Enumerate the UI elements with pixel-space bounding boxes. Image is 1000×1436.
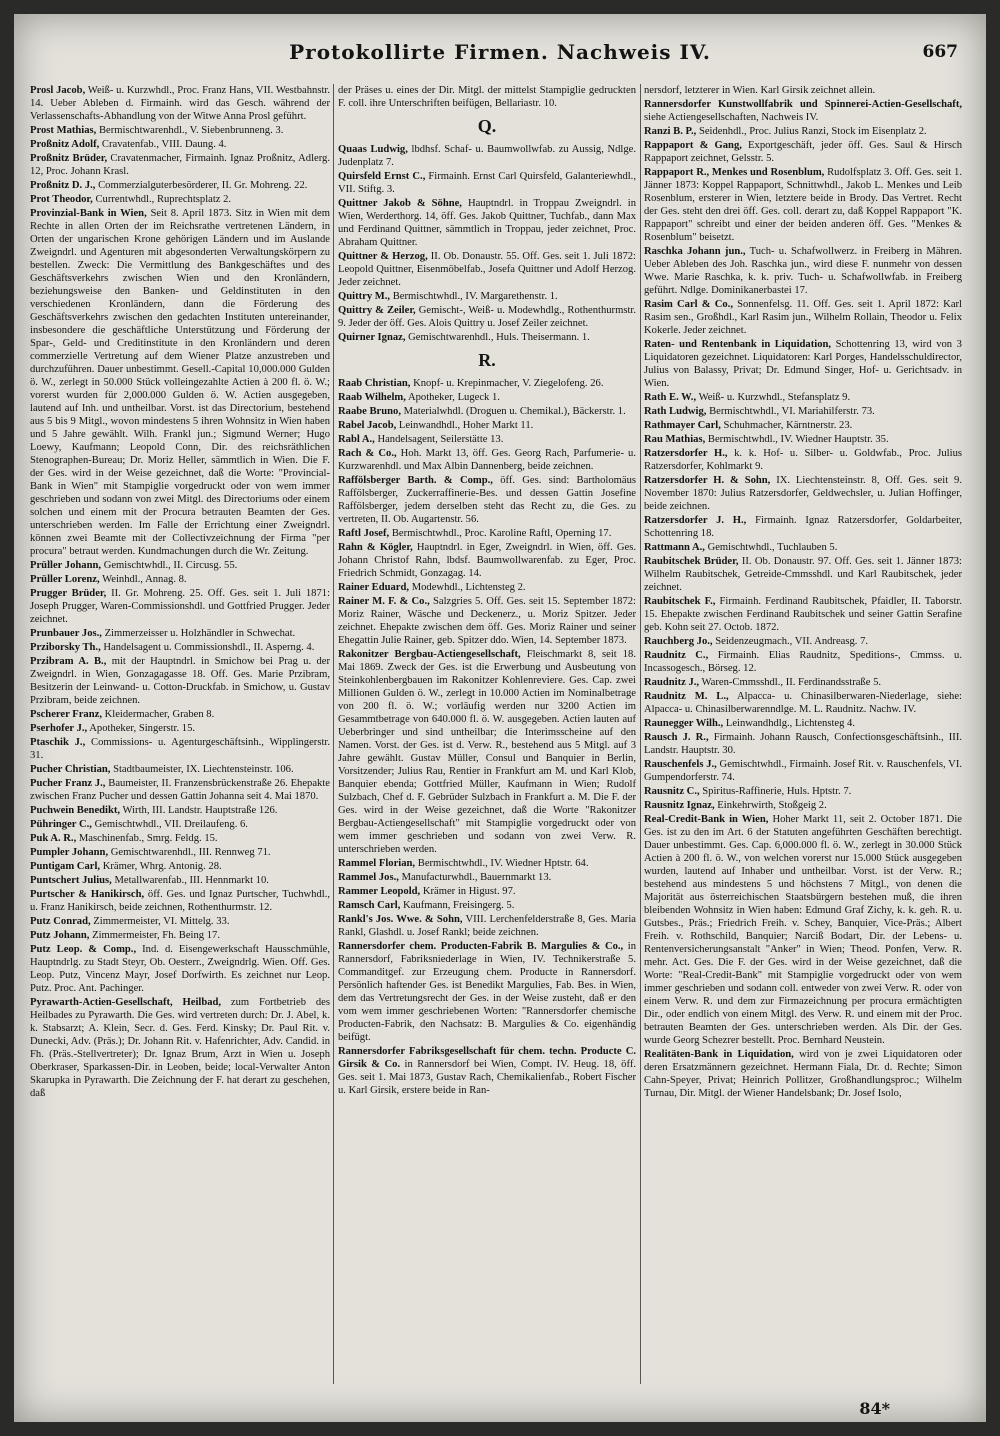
text-column-2 bbox=[338, 84, 636, 1394]
firm-details: Weiß- u. Kurzwhdl., Proc. Franz Hans, VII. Westbahnstr. 14. Ueber Ableben d. Firmainh. wird das Gesch. während der Verlassenschafts-Abhandlung von der Witwe Anna Prosl geführt. bbox=[30, 85, 330, 122]
firm-name: Rannersdorfer chem. Producten-Fabrik B. Margulies & Co., bbox=[338, 941, 624, 952]
firm-details: in Rannersdorf bei Wien, Compt. IV. Heug. 18, öff. Ges. seit 1. Mai 1873, Gustav Rach, Chemikalienfab., Robert Fischer u. Karl Girsik, erstere beide in Ran- bbox=[338, 1059, 636, 1096]
firm-entry bbox=[338, 84, 636, 110]
firm-entry bbox=[338, 648, 636, 856]
firm-details: Gemischtwarenhdl., Huls. Theisermann. 1. bbox=[408, 332, 590, 343]
firm-entry bbox=[30, 818, 330, 831]
firm-name: Rabl A., bbox=[338, 434, 375, 445]
firm-details: Rudolfsplatz 3. Off. Ges. seit 1. Jänner 1873: Koppel Rappaport, Schnittwhdl., Jakob L. Menkes und Leib Rosenblum, ersterer in Wien, letztere beide in Brody. Das Vertret. Recht der Ges. steht den drei öff. Ges. coll. derart zu, daß Koppel Rappaport "K. Rappaport" schreibt und einer der beiden anderen öff. Ges. "Menkes & Rosenblum" beisetzt. bbox=[644, 167, 962, 243]
firm-details: Zimmermeister, VI. Mittelg. 33. bbox=[93, 916, 230, 927]
firm-details: Gemischtwhdl., Firmainh. Josef Rit. v. Rauschenfels, VI. Gumpendorferstr. 74. bbox=[644, 759, 962, 783]
firm-details: k. k. Hof- u. Silber- u. Goldwfab., Proc. Julius Ratzersdorfer, Kohlmarkt 9. bbox=[644, 448, 962, 472]
firm-entry bbox=[30, 138, 330, 151]
firm-details: mit der Hauptndrl. in Smichow bei Prag u. der Zweigndrl. in Wien, Gonzagagasse 18. Off. Ges. Marie Przibram, Besitzerin der Leinwand- u. Cotton-Druckfab. in Smichow, u. Gustav Przibram, beide zeichnen. bbox=[30, 656, 330, 706]
firm-entry bbox=[338, 940, 636, 1044]
firm-details: Waren-Cmmsshdl., II. Ferdinandsstraße 5. bbox=[701, 677, 882, 688]
firm-name: Rauschenfels J., bbox=[644, 759, 717, 770]
firm-details: Bermischtwhdl., Proc. Karoline Raftl, Operning 17. bbox=[391, 528, 612, 539]
firm-details: VIII. Lerchenfelderstraße 8, Ges. Maria Rankl, Glashdl. u. Josef Rankl; beide zeichnen. bbox=[338, 914, 636, 938]
page-title: Protokollirte Firmen. Nachweis IV. bbox=[289, 40, 711, 64]
firm-details: Einkehrwirth, Stoßgeig 2. bbox=[717, 800, 827, 811]
firm-entry bbox=[338, 581, 636, 594]
firm-entry bbox=[644, 758, 962, 784]
firm-name: Quittry M., bbox=[338, 291, 391, 302]
section-letter: R. bbox=[478, 350, 496, 370]
firm-name: Rath E. W., bbox=[644, 392, 697, 403]
firm-entry bbox=[30, 777, 330, 803]
firm-name: Raudnitz J., bbox=[644, 677, 700, 688]
firm-name: Rausnitz C., bbox=[644, 786, 700, 797]
firm-entry bbox=[644, 1048, 962, 1100]
firm-entry bbox=[338, 857, 636, 870]
firm-name: Rabel Jacob, bbox=[338, 420, 397, 431]
firm-name: Raab Christian, bbox=[338, 378, 411, 389]
firm-name: Raabe Bruno, bbox=[338, 406, 401, 417]
firm-name: Puchwein Benedikt, bbox=[30, 805, 121, 816]
firm-details: Weinhdl., Annag. 8. bbox=[102, 574, 187, 585]
firm-name: Rattmann A., bbox=[644, 542, 705, 553]
firm-details: Fleischmarkt 8, seit 18. Mai 1869. Zweck der Ges. ist die Erwerbung und Ausbeutung von Steinkohlenbergbauen im Rakonitzer Kohlenreviere. Ges. Cap. zwei Millionen Gulden ö. W., zerlegt in 10.000 Actien im Nominalbetrage von 200 fl. ö. W.; vorläufig werden nur 3200 Actien im Gesammtbetrage von 640.000 fl. ö. W. ausgegeben. Actien lauten auf Ueberbringer und sind untheilbar; die Interimsscheine auf den Namen. Vorst. der Ges. ist d. Verw. R., bestehend aus 5 Mitgl. auf 3 Jahre gewählt. Gustav Müller, Consul und Banquier in Berlin, Vorsitzender; Julius Rau, Rentier in Frankfurt am M. und Karl Klob, Banquier ebenda; Gottfried Müller, Kaufmann in Wien; Rudolf Sulzbach, Chef d. F. Gebrüder Sulzbach in Frankfurt a. M. Die F. der Ges. wird in der Weise gezeichnet, daß die Worte "Rakonitzer Bergbau-Actiengesellschaft" mit Stampiglie vorgedruckt oder von wem immer geschrieben und sodann von zwei Verw. R. unterschrieben werden. bbox=[338, 649, 636, 855]
firm-details: Spiritus-Raffinerie, Huls. Hptstr. 7. bbox=[702, 786, 852, 797]
column-divider bbox=[640, 84, 641, 1384]
text-column-3 bbox=[644, 84, 962, 1394]
firm-details: nersdorf, letzterer in Wien. Karl Girsik zeichnet allein. bbox=[644, 85, 876, 96]
firm-name: Rainer M. F. & Co., bbox=[338, 596, 430, 607]
firm-details: Firmainh. Johann Rausch, Confectionsgeschäftsinh., III. Landstr. Hauptstr. 30. bbox=[644, 732, 962, 756]
firm-details: Tuch- u. Schafwollwerz. in Freiberg in Mähren. Ueber Ableben des Joh. Raschka jun., wird diese F. nunmehr von dessen Wwe. Marie Raschka, k. k. priv. Tuch- u. Schafwollwfab. in Freiberg geführt. Ndlge. Dominikanerbastei 17. bbox=[644, 246, 962, 296]
firm-name: Raudnitz C., bbox=[644, 650, 709, 661]
firm-details: Hoh. Markt 13, öff. Ges. Georg Rach, Parfumerie- u. Kurzwarenhdl. und Max Albin Dannenberg, beide zeichnen. bbox=[338, 448, 636, 472]
firm-entry bbox=[30, 722, 330, 735]
firm-entry bbox=[338, 541, 636, 580]
firm-entry bbox=[644, 139, 962, 165]
firm-entry bbox=[644, 785, 962, 798]
firm-entry bbox=[30, 179, 330, 192]
firm-details: Wirth, III. Landstr. Hauptstraße 126. bbox=[122, 805, 278, 816]
firm-entry bbox=[338, 197, 636, 249]
firm-details: Gemischt-, Weiß- u. Modewhdlg., Rothenthurmstr. 9. Jeder der öff. Ges. Alois Quittry u. Josef Zeiler zeichnet. bbox=[338, 305, 636, 329]
firm-name: Rahn & Kögler, bbox=[338, 542, 413, 553]
firm-entry bbox=[30, 627, 330, 640]
firm-details: Gemischtwhdl., VII. Dreilaufeng. 6. bbox=[94, 819, 248, 830]
firm-name: Prüller Lorenz, bbox=[30, 574, 100, 585]
firm-entry bbox=[30, 559, 330, 572]
firm-entry bbox=[30, 152, 330, 178]
firm-entry bbox=[644, 298, 962, 337]
firm-details: in Rannersdorf, Fabriksniederlage in Wien, IV. Technikerstraße 5. Commanditgef. zur Erzeugung chem. Producte in Rannersdorf. Persönlich haftender Ges. ist Benedikt Margulies, Fab. Bes. in Wien, dem das Vertretungsrecht der Ges. in der Weise zusteht, daß er den vom wem immer geschriebenen Worten: "Rannersdorfer chemische Producten-Fabrik, den Nachsatz: B. Margulies & Co. eigenhändig beifügt. bbox=[338, 941, 636, 1043]
firm-name: Rannersdorfer Fabriksgesellschaft für chem. techn. Producte C. Girsik & Co. bbox=[338, 1046, 636, 1070]
firm-entry bbox=[338, 250, 636, 289]
firm-name: Prosl Jacob, bbox=[30, 85, 86, 96]
firm-details: Zimmermeister, Fh. Being 17. bbox=[92, 930, 220, 941]
firm-entry bbox=[644, 474, 962, 513]
firm-entry bbox=[644, 125, 962, 138]
firm-name: Pyrawarth-Actien-Gesellschaft, Heilbad, bbox=[30, 997, 222, 1008]
firm-entry bbox=[338, 304, 636, 330]
firm-entry bbox=[338, 527, 636, 540]
firm-details: Leinwandhdl., Hoher Markt 11. bbox=[398, 420, 534, 431]
firm-entry bbox=[30, 641, 330, 654]
firm-name: Quirner Ignaz, bbox=[338, 332, 406, 343]
firm-name: Quittner Jakob & Söhne, bbox=[338, 198, 462, 209]
firm-details: Materialwhdl. (Droguen u. Chemikal.), Bäckerstr. 1. bbox=[403, 406, 626, 417]
firm-name: Prugger Brüder, bbox=[30, 588, 107, 599]
firm-name: Pucher Christian, bbox=[30, 764, 111, 775]
firm-name: Proßnitz Adolf, bbox=[30, 139, 100, 150]
firm-details: öff. Ges. und Ignaz Purtscher, Tuchwhdl., u. Franz Hanikirsch, beide zeichnen, Rothenthurmstr. 12. bbox=[30, 889, 330, 913]
firm-name: Putz Conrad, bbox=[30, 916, 91, 927]
firm-name: Prüller Johann, bbox=[30, 560, 102, 571]
firm-entry bbox=[338, 885, 636, 898]
firm-entry bbox=[338, 433, 636, 446]
firm-name: Quirsfeld Ernst C., bbox=[338, 171, 426, 182]
firm-entry bbox=[338, 170, 636, 196]
firm-details: Zimmerzeisser u. Holzhändler in Schwechat. bbox=[104, 628, 296, 639]
firm-details: Seit 8. April 1873. Sitz in Wien mit dem Rechte in allen Orten der im Reichsrathe vertretenen Ländern, in Orten der ungarischen Krone gehörigen Ländern und im Auslande Zweigndrl. und Agenturen mit abgesonderten Verwaltungskörpern zu bestellen. Zweck: Die Vermittlung des Bankgeschäftes und des Geschäftsverkehrs zwischen Wien und den Kronländern, beziehungsweise den Banken- und Geldinstituten in den verschiedenen Kronländern, dann die Förderung des Geschäftsverkehrs zwischen den gedachten Instituten untereinander, insbesondere die geschäftliche Unterstützung und Förderung der Spar-, Geld- und Creditinstitute in den Kronländern und deren commerzielle Vertretung auf dem Wiener Platze anzustreben und durchzuführen. Dauer unbestimmt. Gesell.-Capital 10,000.000 Gulden ö. W., zerlegt in 50.000 Stück volleingezahlte Actien à 200 fl. ö. W.; vorerst wurden für 2,000.000 Gulden ö. W. Actien ausgegeben, lautend auf Inh. und untheilbar. Vorst. ist das Directorium, bestehend aus 5 bis 9 Mitgl., wovon mindestens 5 ihren Wohnsitz in Wien haben und 5 Jahre gewählt. Wilh. Frankl jun.; Sigmund Werner; Hugo Loewy, Kaufmann; Leopold Conn, Dir. des reichsräthlichen Stenographen-Bureau; Dr. Moriz Heller, sämmtlich in Wien. Die F. der Ges. wird in der Weise gezeichnet, daß die Worte: "Provincial-Bank in Wien" mit Stampiglie vorgedruckt oder von wem immer geschrieben und sodann von zwei Mitgl. des Directoriums oder einem solchen und einem mit der Procura betrauten Beamten der Ges. unterschrieben werden. Im Falle der Errichtung einer Zweigndrl. können zwei Beamte mit der Collectivzeichnung der Firma "per procura" betraut werden. Kundmachungen durch die Wr. Zeitung. bbox=[30, 208, 330, 557]
firm-name: Rankl's Jos. Wwe. & Sohn, bbox=[338, 914, 463, 925]
firm-name: Pucher Franz J., bbox=[30, 778, 106, 789]
firm-details: Knopf- u. Krepinmacher, V. Ziegelofeng. 26. bbox=[413, 378, 604, 389]
sheet-signature: 84* bbox=[859, 1399, 890, 1418]
firm-entry bbox=[30, 587, 330, 626]
firm-entry bbox=[644, 799, 962, 812]
firm-details: Bermischtwhdl., IV. Wiedner Hptstr. 64. bbox=[417, 858, 589, 869]
firm-name: Raubitschek F., bbox=[644, 596, 716, 607]
firm-entry bbox=[30, 193, 330, 206]
firm-details: Commerzialguterbesörderer, II. Gr. Mohreng. 22. bbox=[98, 180, 308, 191]
firm-name: Rappaport R., Menkes und Rosenblum, bbox=[644, 167, 825, 178]
firm-entry bbox=[644, 245, 962, 297]
firm-name: Rammel Florian, bbox=[338, 858, 416, 869]
firm-entry bbox=[30, 207, 330, 558]
firm-name: Rakonitzer Bergbau-Actiengesellschaft, bbox=[338, 649, 521, 660]
firm-details: Alpacca- u. Chinasilberwaren-Niederlage, siehe: Alpacca- u. Chinasilberwarenndlge. M. L. Raudnitz. Nachw. IV. bbox=[644, 691, 962, 715]
firm-name: Prunbauer Jos., bbox=[30, 628, 102, 639]
firm-name: Provinzial-Bank in Wien, bbox=[30, 208, 147, 219]
firm-name: Quaas Ludwig, bbox=[338, 144, 408, 155]
firm-entry bbox=[338, 290, 636, 303]
firm-entry bbox=[338, 474, 636, 526]
firm-details: II. Gr. Mohreng. 25. Off. Ges. seit 1. Juli 1871: Joseph Prugger, Waren-Commissionshdl. und Gottfried Prugger. Jeder zeichnet. bbox=[30, 588, 330, 625]
firm-details: Hauptndrl. in Eger, Zweigndrl. in Wien, öff. Ges. Johann Christof Rahn, lbdsf. Baumwollwarenfab. zu Eger, Proc. Friedrich Schmidt, Gonzagag. 14. bbox=[338, 542, 636, 579]
firm-details: Weiß- u. Kurzwhdl., Stefansplatz 9. bbox=[698, 392, 851, 403]
firm-name: Raab Wilhelm, bbox=[338, 392, 406, 403]
firm-entry bbox=[644, 419, 962, 432]
firm-name: Rausnitz Ignaz, bbox=[644, 800, 715, 811]
firm-details: zum Fortbetrieb des Heilbades zu Pyrawarth. Die Ges. wird vertreten durch: Dr. J. Abel, k. k. Stabsarzt; A. Klein, Secr. d. Ges. Ferd. Kinsky; Dr. Paul Rit. v. Dunecki, Adv. (Präs.); Dr. Johann Rit. v. Hafenrichter, Adv. Candid. in Fh. (Präs.-Stellvertreter); Dr. Ignaz Brum, Arzt in Wien u. Joseph Oberkraser, Sparkassen-Dir. in Leoben, beide; local-Verwalter Anton Skarupka in Pyrawarth. Die Zeichnung der F. hat derart zu geschehen, daß bbox=[30, 997, 330, 1099]
firm-entry bbox=[338, 913, 636, 939]
firm-entry bbox=[338, 391, 636, 404]
firm-entry bbox=[644, 405, 962, 418]
firm-name: Pumpler Johann, bbox=[30, 847, 109, 858]
firm-entry bbox=[644, 447, 962, 473]
section-letter: Q. bbox=[477, 116, 497, 136]
firm-name: Rath Ludwig, bbox=[644, 406, 707, 417]
document-page bbox=[14, 14, 986, 1422]
firm-entry bbox=[644, 166, 962, 244]
firm-name: Puntigam Carl, bbox=[30, 861, 101, 872]
firm-details: wird von je zwei Liquidatoren oder deren Ersatzmännern gezeichnet. Hermann Fiala, Dr. d. Rechte; Simon Cahn-Speyer, Privat; Heinrich Pollitzer, Großhandlungsproc.; Wilhelm Turnau, Dir. Mitgl. der Wiener Handelsbank; Dr. Josef Isolo, bbox=[644, 1049, 962, 1099]
firm-details: Firmainh. Ernst Carl Quirsfeld, Galanteriewhdl., VII. Stiftg. 3. bbox=[338, 171, 636, 195]
firm-details: Firmainh. Elias Raudnitz, Speditions-, Cmmss. u. Incassogesch., Börseg. 12. bbox=[644, 650, 962, 674]
firm-details: II. Ob. Donaustr. 55. Off. Ges. seit 1. Juli 1872: Leopold Quittner, Eisenmöbelfab., Josefa Quittner und Adolf Herzog. Jeder zeichnet. bbox=[338, 251, 636, 288]
page-header bbox=[14, 40, 986, 74]
firm-entry bbox=[338, 143, 636, 169]
firm-entry bbox=[30, 763, 330, 776]
firm-details: Metallwarenfab., III. Hennmarkt 10. bbox=[114, 875, 269, 886]
firm-entry bbox=[644, 635, 962, 648]
firm-name: Rappaport & Gang, bbox=[644, 140, 742, 151]
firm-entry bbox=[338, 899, 636, 912]
firm-details: Exportgeschäft, jeder öff. Ges. Saul & Hirsch Rappaport zeichnet, Gelsstr. 5. bbox=[644, 140, 962, 164]
firm-name: Rammel Jos., bbox=[338, 872, 399, 883]
firm-details: Firmainh. Ignaz Ratzersdorfer, Goldarbeiter, Schottenring 18. bbox=[644, 515, 962, 539]
firm-entry bbox=[30, 996, 330, 1100]
firm-name: Ratzersdorfer J. H., bbox=[644, 515, 747, 526]
firm-details: Krämer in Higust. 97. bbox=[422, 886, 516, 897]
firm-name: Rausch J. R., bbox=[644, 732, 709, 743]
firm-name: Prziborsky Th., bbox=[30, 642, 101, 653]
firm-details: Bermischtwhdl., IV. Wiedner Hauptstr. 35. bbox=[707, 434, 889, 445]
firm-name: Raten- und Rentenbank in Liquidation, bbox=[644, 339, 832, 350]
firm-entry bbox=[644, 690, 962, 716]
firm-name: Ratzersdorfer H., bbox=[644, 448, 728, 459]
firm-details: Bermischtwhdl., IV. Margarethenstr. 1. bbox=[392, 291, 558, 302]
firm-name: Proßnitz Brüder, bbox=[30, 153, 108, 164]
firm-entry bbox=[30, 874, 330, 887]
firm-name: Rainer Eduard, bbox=[338, 582, 410, 593]
firm-entry bbox=[338, 377, 636, 390]
firm-name: Rathmayer Carl, bbox=[644, 420, 721, 431]
firm-entry bbox=[30, 573, 330, 586]
firm-entry bbox=[644, 338, 962, 390]
firm-name: Putz Johann, bbox=[30, 930, 90, 941]
firm-entry bbox=[338, 1045, 636, 1097]
firm-entry bbox=[30, 736, 330, 762]
firm-details: Baumeister, II. Franzensbrückenstraße 26. Ehepakte zwischen Franz Pucher und dessen Gattin Johanna seit 4. Mai 1870. bbox=[30, 778, 330, 802]
firm-name: Rauchberg Jo., bbox=[644, 636, 713, 647]
firm-entry bbox=[644, 84, 962, 97]
firm-entry bbox=[644, 649, 962, 675]
firm-details: Currentwhdl., Ruprechtsplatz 2. bbox=[95, 194, 232, 205]
firm-name: Raudnitz M. L., bbox=[644, 691, 729, 702]
firm-entry bbox=[30, 832, 330, 845]
firm-entry bbox=[30, 124, 330, 137]
firm-name: Puntschert Julius, bbox=[30, 875, 112, 886]
firm-details: Krämer, Whrg. Antonig. 28. bbox=[102, 861, 222, 872]
firm-details: II. Ob. Donaustr. 97. Off. Ges. seit 1. Jänner 1873: Wilhelm Raubitschek, Getreide-Cmmsshdl. und Karl Raubitschek, jeder zeichnet. bbox=[644, 556, 962, 593]
firm-entry bbox=[338, 595, 636, 647]
page-number: 667 bbox=[922, 42, 958, 62]
firm-entry bbox=[644, 514, 962, 540]
firm-details: Gemischtwhdl., II. Circusg. 55. bbox=[103, 560, 238, 571]
firm-name: Pserhofer J., bbox=[30, 723, 88, 734]
firm-details: Commissions- u. Agenturgeschäftsinh., Wipplingerstr. 31. bbox=[30, 737, 330, 761]
firm-name: Quittry & Zeiler, bbox=[338, 305, 416, 316]
firm-name: Proßnitz D. J., bbox=[30, 180, 96, 191]
firm-entry bbox=[644, 731, 962, 757]
firm-entry bbox=[30, 888, 330, 914]
firm-details: Schottenring 13, wird von 3 Liquidatoren gezeichnet. Liquidatoren: Karl Porges, Handelsschuldirector, Julius von Balassy, Privat; Dr. Edmund Singer, Hof- u. Gerichtsadv. in Wien. bbox=[644, 339, 962, 389]
firm-entry bbox=[30, 804, 330, 817]
firm-details: Handelsagent, Seilerstätte 13. bbox=[377, 434, 504, 445]
firm-details: öff. Ges. sind: Bartholomäus Raffölsberger, Zuckerraffinerie-Bes. und dessen Gattin Josefine Raffölsberger, jedem derselben steht das Recht zu, die Ges. zu vertreten, II. Ob. Augartenstr. 56. bbox=[338, 475, 636, 525]
firm-name: Ptaschik J., bbox=[30, 737, 86, 748]
firm-name: Rau Mathias, bbox=[644, 434, 706, 445]
firm-entry bbox=[338, 419, 636, 432]
firm-name: Raubitschek Brüder, bbox=[644, 556, 739, 567]
firm-entry bbox=[30, 929, 330, 942]
firm-details: Bermischtwarenhdl., V. Siebenbrunneng. 3. bbox=[98, 125, 284, 136]
firm-details: Kleidermacher, Graben 8. bbox=[104, 709, 215, 720]
firm-details: lbdhsf. Schaf- u. Baumwollwfab. zu Aussig, Ndlge. Judenplatz 7. bbox=[338, 144, 636, 168]
text-column-1 bbox=[30, 84, 330, 1394]
firm-name: Ramsch Carl, bbox=[338, 900, 401, 911]
firm-name: Putz Leop. & Comp., bbox=[30, 944, 137, 955]
firm-details: Bermischtwhdl., VI. Mariahilferstr. 73. bbox=[709, 406, 875, 417]
firm-entry bbox=[644, 595, 962, 634]
firm-details: Modewhdl., Lichtensteg 2. bbox=[411, 582, 526, 593]
firm-name: Rasim Carl & Co., bbox=[644, 299, 733, 310]
firm-details: der Präses u. eines der Dir. Mitgl. der mittelst Stampiglie gedruckten F. coll. ihre Unterschriften beifügen, Bellariastr. 10. bbox=[338, 85, 636, 109]
firm-entry bbox=[644, 98, 962, 124]
firm-entry bbox=[338, 331, 636, 344]
firm-name: Puk A. R., bbox=[30, 833, 77, 844]
firm-entry bbox=[30, 708, 330, 721]
firm-name: Purtscher & Hanikirsch, bbox=[30, 889, 145, 900]
firm-name: Przibram A. B., bbox=[30, 656, 107, 667]
firm-entry bbox=[30, 915, 330, 928]
firm-entry bbox=[644, 433, 962, 446]
firm-details: Apotheker, Lugeck 1. bbox=[407, 392, 500, 403]
firm-name: Raunegger Wilh., bbox=[644, 718, 724, 729]
firm-entry bbox=[644, 541, 962, 554]
firm-details: Gemischtwarenhdl., III. Rennweg 71. bbox=[110, 847, 271, 858]
firm-entry bbox=[644, 391, 962, 404]
firm-details: Manufacturwhdl., Bauernmarkt 13. bbox=[401, 872, 552, 883]
firm-name: Quittner & Herzog, bbox=[338, 251, 428, 262]
firm-name: Rammer Leopold, bbox=[338, 886, 421, 897]
column-divider bbox=[333, 84, 334, 1384]
firm-entry bbox=[644, 717, 962, 730]
firm-entry bbox=[644, 813, 962, 1047]
firm-details: Sonnenfelsg. 11. Off. Ges. seit 1. April 1872: Karl Rasim sen., Großhdl., Karl Rasim jun., Wilhelm Rollain, Theodor u. Felix Kokerle. Jeder zeichnet. bbox=[644, 299, 962, 336]
firm-name: Real-Credit-Bank in Wien, bbox=[644, 814, 769, 825]
firm-details: Ind. d. Eisengewerkschaft Hausschmühle, Hauptndrlg. zu Stadt Steyr, Ob. Oesterr., Zweigndrlg. Wien. Off. Ges. Leop. Putz, Vincenz Mayr, Josef Dorfwirth. Es zeichnet nur Leop. Putz. Proc. Ant. Pachinger. bbox=[30, 944, 330, 994]
firm-details: Firmainh. Ferdinand Raubitschek, Pfaidler, II. Taborstr. 15. Ehepakte zwischen Ferdinand Raubitschek und seiner Gattin Serafine geb. Kohn seit 27. Octob. 1872. bbox=[644, 596, 962, 633]
firm-name: Ratzersdorfer H. & Sohn, bbox=[644, 475, 771, 486]
firm-name: Ranzi B. P., bbox=[644, 126, 697, 137]
firm-details: Kaufmann, Freisingerg. 5. bbox=[403, 900, 515, 911]
firm-entry bbox=[644, 555, 962, 594]
firm-entry bbox=[338, 871, 636, 884]
firm-entry bbox=[30, 943, 330, 995]
firm-name: Pühringer C., bbox=[30, 819, 92, 830]
firm-name: Raffölsberger Barth. & Comp., bbox=[338, 475, 493, 486]
firm-name: Pscherer Franz, bbox=[30, 709, 102, 720]
firm-name: Rach & Co., bbox=[338, 448, 397, 459]
firm-details: siehe Actiengesellschaften, Nachweis IV. bbox=[644, 112, 819, 123]
firm-name: Rannersdorfer Kunstwollfabrik und Spinnerei-Actien-Gesellschaft, bbox=[644, 99, 962, 110]
firm-details: Leinwandhdlg., Lichtensteg 4. bbox=[725, 718, 855, 729]
firm-details: IX. Liechtensteinstr. 8, Off. Ges. seit 9. November 1870: Julius Ratzersdorfer, Geldwechsler, u. Julian Hoffinger, beide zeichnen. bbox=[644, 475, 962, 512]
firm-name: Prost Mathias, bbox=[30, 125, 97, 136]
firm-entry bbox=[30, 860, 330, 873]
firm-details: Hauptndrl. in Troppau Zweigndrl. in Wien, Werderthorg. 14, öff. Ges. Jakob Quittner, Tuchfab., dann Max und Ferdinand Quittner, sämmtlich in Troppau, jeder zeichnet, Proc. Abraham Quittner. bbox=[338, 198, 636, 248]
firm-name: Prot Theodor, bbox=[30, 194, 93, 205]
firm-entry bbox=[338, 447, 636, 473]
firm-details: Apotheker, Singerstr. 15. bbox=[89, 723, 196, 734]
firm-name: Raftl Josef, bbox=[338, 528, 390, 539]
firm-details: Handelsagent u. Commissionshdl., II. Asperng. 4. bbox=[103, 642, 315, 653]
firm-details: Seidenhdl., Proc. Julius Ranzi, Stock im Eisenplatz 2. bbox=[698, 126, 927, 137]
firm-details: Seidenzeugmach., VII. Andreasg. 7. bbox=[715, 636, 869, 647]
firm-details: Salzgries 5. Off. Ges. seit 15. September 1872: Moriz Rainer, Wäsche und Deckenerz., u. Moriz Spitzer. Jeder zeichnet. Ehepakte zwischen dem öff. Ges. Moriz Rainer und seiner Ehegattin Julie Rainer, geb. Spitzer ddo. Wien, 14. September 1873. bbox=[338, 596, 636, 646]
firm-entry bbox=[30, 84, 330, 123]
firm-name: Realitäten-Bank in Liquidation, bbox=[644, 1049, 794, 1060]
firm-entry bbox=[644, 676, 962, 689]
firm-entry bbox=[30, 655, 330, 707]
firm-details: Maschinenfab., Smrg. Feldg. 15. bbox=[78, 833, 218, 844]
firm-details: Cravatenmacher, Firmainh. Ignaz Proßnitz, Adlerg. 12, Proc. Johann Krasl. bbox=[30, 153, 330, 177]
firm-entry bbox=[30, 846, 330, 859]
firm-entry bbox=[338, 405, 636, 418]
firm-name: Raschka Johann jun., bbox=[644, 246, 746, 257]
firm-details: Hoher Markt 11, seit 2. October 1871. Die Ges. ist zu den im Art. 6 der Statuten angeführten Geschäften berechtigt. Dauer unbestimmt. Ges. Cap. 6,000.000 fl. ö. W., zerlegt in 30.000 Stück Actien à 200 fl. ö. W., von welchen vorerst nur 15.000 Stück ausgegeben wurden, lautend auf Inhaber und untheilbar. Vorst. ist der Verw. R.; bestehend aus mindestens 5 und höchstens 7 Mitgl., von denen die Majorität aus österreichischen Staatsbürgern bestehen muß, die ihren bleibenden Wohnsitz in Wien haben: Edmund Graf Zichy, k. k. geh. R. u. Gutsbes., Präs.; Friedrich Freih. v. Schey, Banquier, Vice-Präs.; Albert Freih. v. Rothschild, Banquier; Narciß Bodart, Dir. der Lebens- u. Rentenversicherungsanstalt "Anker" in Wien; Theod. Ponfen, Verw. R. mehr. Act. Ges. Die F. der Ges. wird in der Weise gezeichnet, daß die Worte: "Real-Credit-Bank" mit Stampiglie vorgedruckt oder von wem immer geschrieben und sodann coll. entweder von zwei Verw. R. oder von einem Verw. R. und dem zur Firmazeichnung per procura ermächtigten Dir., oder endlich von einem Mitgl. des Verw. R. und einem mit der Proc. betrauten Beamten der Ges. unterschrieben werden. Als Dir. der Ges. wurde Georg Schezrer bestellt. Proc. Bernhard Neustein. bbox=[644, 814, 962, 1046]
firm-details: Schuhmacher, Kärntnerstr. 23. bbox=[723, 420, 853, 431]
firm-details: Cravatenfab., VIII. Daung. 4. bbox=[101, 139, 227, 150]
firm-details: Gemischtwhdl., Tuchlauben 5. bbox=[707, 542, 838, 553]
firm-details: Stadtbaumeister, IX. Liechtensteinstr. 106. bbox=[113, 764, 294, 775]
